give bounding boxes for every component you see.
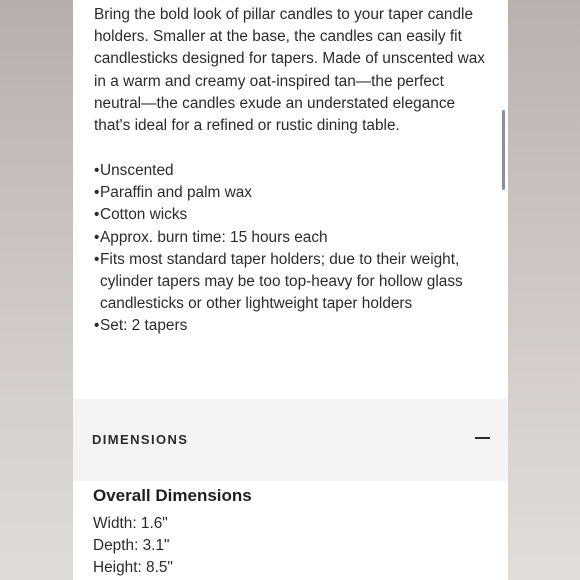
photo-background-left xyxy=(0,0,73,580)
list-item xyxy=(94,160,489,182)
feature-text: Set: 2 tapers xyxy=(100,317,188,335)
list-item xyxy=(94,249,489,316)
feature-text: Paraffin and palm wax xyxy=(100,184,252,202)
bullet-icon: • xyxy=(94,317,100,335)
feature-text: Unscented xyxy=(100,162,174,179)
photo-background-right xyxy=(508,0,580,580)
description-paragraph: Bring the bold look of pillar candles to your taper candle holders. Smaller at the base, the candles can easily fit candlesticks designed for tapers. Made of unscented wax in a warm and creamy oat-inspired tan—the perfect neutral—the candles exude an understated elegance that's ideal for a refined or rustic dining table. xyxy=(94,6,485,135)
dimensions-list xyxy=(93,513,173,580)
bullet-icon: • xyxy=(94,206,100,224)
overall-dimensions-title: Overall Dimensions xyxy=(93,486,252,505)
bullet-icon: • xyxy=(94,250,100,268)
feature-text: Fits most standard taper holders; due to their weight, cylinder tapers may be too top-heavy for hollow glass candlesticks or other lightweight taper holders xyxy=(100,250,463,313)
product-details-panel xyxy=(73,0,508,580)
dimensions-title: DIMENSIONS xyxy=(92,432,189,447)
description-section xyxy=(73,0,508,399)
dimensions-content xyxy=(73,481,508,580)
list-item xyxy=(94,227,489,249)
dimension-width: Width: 1.6" xyxy=(93,515,168,532)
dimensions-accordion-header[interactable] xyxy=(73,399,508,481)
list-item xyxy=(94,204,489,226)
list-item xyxy=(94,315,489,337)
bullet-icon: • xyxy=(94,228,100,246)
minus-icon[interactable] xyxy=(475,437,490,439)
list-item xyxy=(94,182,489,204)
bullet-icon: • xyxy=(94,184,100,202)
dimension-height: Height: 8.5" xyxy=(93,559,173,577)
dimension-depth: Depth: 3.1" xyxy=(93,537,170,555)
scrollbar-thumb[interactable] xyxy=(502,110,505,190)
bullet-icon: • xyxy=(94,162,100,179)
feature-text: Cotton wicks xyxy=(100,206,188,224)
feature-text: Approx. burn time: 15 hours each xyxy=(100,228,328,246)
feature-list xyxy=(94,160,489,338)
